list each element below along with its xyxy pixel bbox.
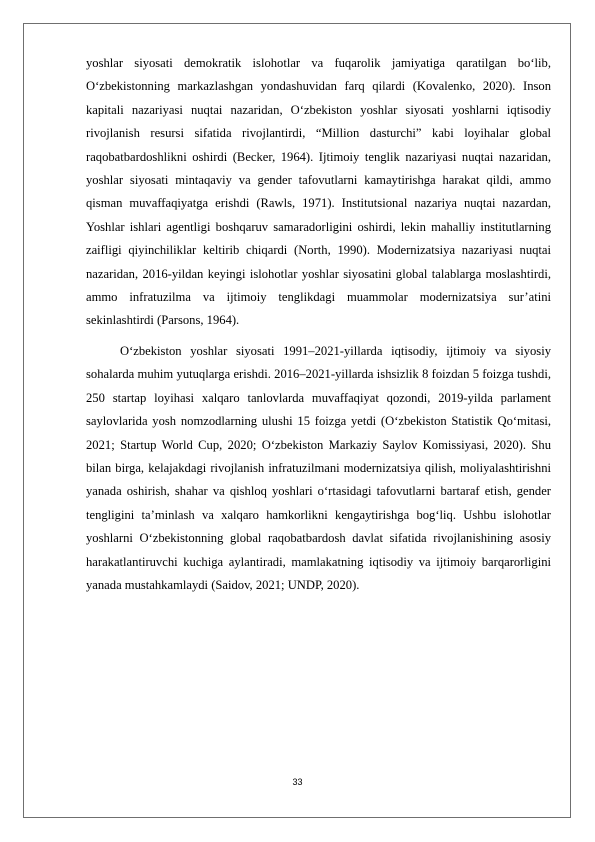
document-body	[86, 52, 551, 597]
paragraph-continued: yoshlar siyosati demokratik islohotlar va fuqarolik jamiyatiga qaratilgan bo‘lib, O‘zbekistonning markazlashgan yondashuvidan farq qilardi (Kovalenko, 2020). Inson kapitali nazariyasi nuqtai nazaridan, O‘zbekiston yoshlar siyosati yoshlarni iqtisodiy rivojlanish resursi sifatida rivojlantirdi, “Million dasturchi” kabi loyihalar global raqobatbardoshlikni oshirdi (Becker, 1964). Ijtimoiy tenglik nazariyasi nuqtai nazaridan, yoshlar siyosati mintaqaviy va gender tafovutlarni kamaytirishga harakat qildi, ammo qisman muvaffaqiyatga erishdi (Rawls, 1971). Institutsional nazariya nuqtai nazardan, Yoshlar ishlari agentligi boshqaruv samaradorligini oshirdi, lekin mahalliy institutlarning zaifligi qiyinchiliklar keltirib chiqardi (North, 1990). Modernizatsiya nazariyasi nuqtai nazaridan, 2016-yildan keyingi islohotlar yoshlar siyosatini global talablarga moslashtirdi, ammo infratuzilma va ijtimoiy tenglikdagi muammolar modernizatsiya sur’atini sekinlashtirdi (Parsons, 1964).	[86, 56, 551, 328]
paragraph-conclusion: O‘zbekiston yoshlar siyosati 1991–2021-yillarda iqtisodiy, ijtimoiy va siyosiy sohalarda muhim yutuqlarga erishdi. 2016–2021-yillarda ishsizlik 8 foizdan 5 foizga tushdi, 250 startap loyihasi xalqaro tanlovlarda muvaffaqiyat qozondi, 2019-yilda parlament saylovlarida yosh nomzodlarning ulushi 15 foizga yetdi (O‘zbekiston Statistik Qo‘mitasi, 2021; Startup World Cup, 2020; O‘zbekiston Markaziy Saylov Komissiyasi, 2020). Shu bilan birga, kelajakdagi rivojlanish infratuzilmani modernizatsiya qilish, moliyalashtirishni yanada oshirish, shahar va qishloq yoshlari o‘rtasidagi tafovutlarni bartaraf etish, gender tengligini ta’minlash va xalqaro hamkorlikni kengaytirishga bog‘liq. Ushbu islohotlar yoshlarni O‘zbekistonning global raqobatbardosh davlat sifatida rivojlanishining asosiy harakatlantiruvchi kuchiga aylantiradi, mamlakatning iqtisodiy va ijtimoiy barqarorligini yanada mustahkamlaydi (Saidov, 2021; UNDP, 2020).	[86, 343, 551, 592]
page-number: 33	[292, 777, 303, 787]
